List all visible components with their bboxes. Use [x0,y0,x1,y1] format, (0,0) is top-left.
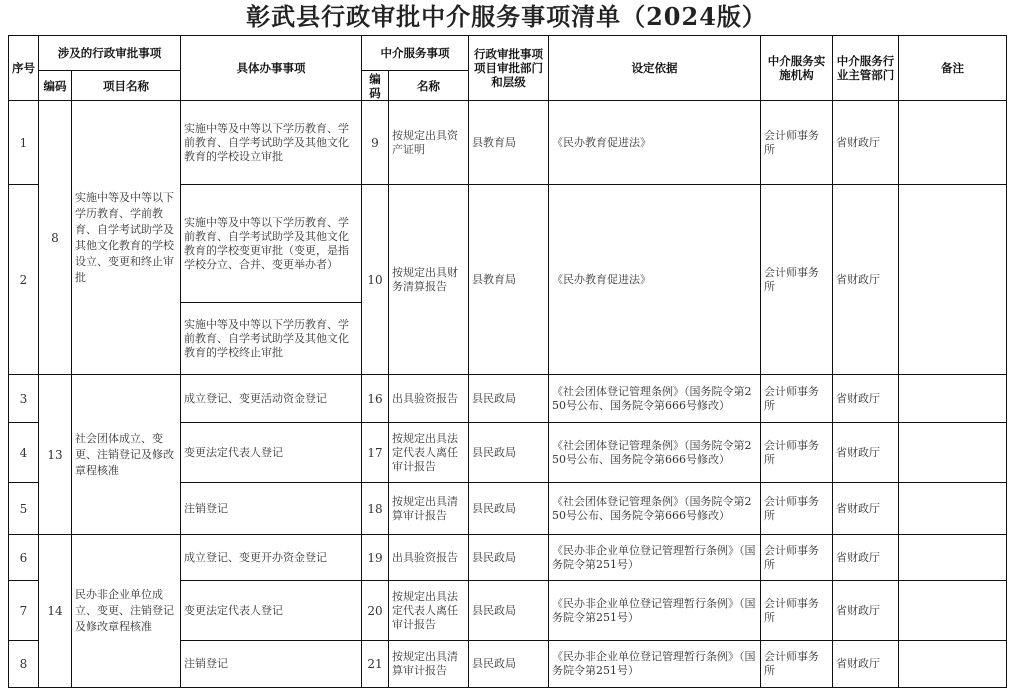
cell-remark [899,101,1007,185]
cell-dept: 县民政局 [469,483,549,535]
cell-seq: 7 [9,581,39,641]
cell-approval-code: 13 [39,375,72,535]
header-dept: 行政审批事项项目审批部门和层级 [469,36,549,101]
cell-dept: 县民政局 [469,535,549,581]
cell-supervisor: 省财政厅 [833,641,899,688]
cell-service-code: 9 [362,101,389,185]
cell-service-name: 出具验资报告 [389,375,469,423]
cell-dept: 县教育局 [469,185,549,375]
cell-seq: 6 [9,535,39,581]
header-supervisor: 中介服务行业主管部门 [833,36,899,101]
cell-remark [899,535,1007,581]
header-basis: 设定依据 [549,36,761,101]
cell-service-code: 20 [362,581,389,641]
cell-service-name: 按规定出具资产证明 [389,101,469,185]
table-row [9,101,1007,185]
cell-seq: 2 [9,185,39,375]
header-agency: 中介服务实施机构 [761,36,833,101]
header-approval-group: 涉及的行政审批事项 [39,36,181,71]
cell-basis: 《民办非企业单位登记管理暂行条例》（国务院令第251号） [549,535,761,581]
service-items-table [8,35,1007,688]
cell-seq: 4 [9,423,39,483]
cell-basis: 《民办教育促进法》 [549,101,761,185]
header-specific: 具体办事事项 [181,36,362,101]
cell-agency: 会计师事务所 [761,483,833,535]
cell-basis: 《社会团体登记管理条例》（国务院令第250号公布、国务院令第666号修改） [549,483,761,535]
header-approval-code: 编码 [39,71,72,101]
cell-service-code: 16 [362,375,389,423]
cell-seq: 3 [9,375,39,423]
cell-dept: 县民政局 [469,375,549,423]
cell-specific: 注销登记 [181,641,362,688]
cell-remark [899,423,1007,483]
cell-specific: 变更法定代表人登记 [181,581,362,641]
cell-approval-name: 实施中等及中等以下学历教育、学前教育、自学考试助学及其他文化教育的学校设立、变更和终止审批 [72,101,181,375]
cell-agency: 会计师事务所 [761,101,833,185]
cell-specific: 实施中等及中等以下学历教育、学前教育、自学考试助学及其他文化教育的学校设立审批 [181,101,362,185]
cell-supervisor: 省财政厅 [833,375,899,423]
cell-specific-termination: 实施中等及中等以下学历教育、学前教育、自学考试助学及其他文化教育的学校终止审批 [181,303,362,375]
cell-service-name: 按规定出具法定代表人离任审计报告 [389,423,469,483]
cell-service-code: 17 [362,423,389,483]
cell-agency: 会计师事务所 [761,375,833,423]
cell-service-name: 按规定出具法定代表人离任审计报告 [389,581,469,641]
cell-specific: 实施中等及中等以下学历教育、学前教育、自学考试助学及其他文化教育的学校变更审批（变更，是指学校分立、合并、变更举办者） [181,185,362,303]
table-row [9,375,1007,423]
cell-supervisor: 省财政厅 [833,185,899,375]
cell-service-name: 按规定出具财务清算报告 [389,185,469,375]
cell-remark [899,641,1007,688]
table-row [9,535,1007,581]
cell-supervisor: 省财政厅 [833,535,899,581]
cell-agency: 会计师事务所 [761,423,833,483]
cell-specific: 成立登记、变更活动资金登记 [181,375,362,423]
header-service-name: 名称 [389,71,469,101]
cell-dept: 县民政局 [469,423,549,483]
cell-seq: 5 [9,483,39,535]
cell-remark [899,375,1007,423]
cell-supervisor: 省财政厅 [833,423,899,483]
cell-basis: 《社会团体登记管理条例》（国务院令第250号公布、国务院令第666号修改） [549,375,761,423]
cell-supervisor: 省财政厅 [833,581,899,641]
cell-dept: 县教育局 [469,101,549,185]
cell-service-code: 18 [362,483,389,535]
cell-remark [899,581,1007,641]
header-remark: 备注 [899,36,1007,101]
cell-approval-name: 民办非企业单位成立、变更、注销登记及修改章程核准 [72,535,181,688]
cell-agency: 会计师事务所 [761,535,833,581]
cell-approval-code: 14 [39,535,72,688]
header-service-group: 中介服务事项 [362,36,469,71]
cell-service-code: 10 [362,185,389,375]
header-approval-name: 项目名称 [72,71,181,101]
cell-supervisor: 省财政厅 [833,483,899,535]
header-service-code: 编码 [362,71,389,101]
cell-basis: 《民办非企业单位登记管理暂行条例》（国务院令第251号） [549,641,761,688]
cell-remark [899,185,1007,375]
cell-specific: 成立登记、变更开办资金登记 [181,535,362,581]
cell-agency: 会计师事务所 [761,641,833,688]
cell-basis: 《民办教育促进法》 [549,185,761,375]
cell-service-code: 19 [362,535,389,581]
cell-seq: 8 [9,641,39,688]
cell-approval-name: 社会团体成立、变更、注销登记及修改章程核准 [72,375,181,535]
cell-specific: 变更法定代表人登记 [181,423,362,483]
cell-service-name: 出具验资报告 [389,535,469,581]
cell-service-name: 按规定出具清算审计报告 [389,641,469,688]
cell-remark [899,483,1007,535]
cell-service-code: 21 [362,641,389,688]
cell-service-name: 按规定出具清算审计报告 [389,483,469,535]
cell-approval-code: 8 [39,101,72,375]
cell-agency: 会计师事务所 [761,581,833,641]
cell-seq: 1 [9,101,39,185]
page-title: 彰武县行政审批中介服务事项清单（2024版） [246,2,767,31]
cell-basis: 《社会团体登记管理条例》（国务院令第250号公布、国务院令第666号修改） [549,423,761,483]
cell-dept: 县民政局 [469,581,549,641]
header-seq: 序号 [9,36,39,101]
cell-dept: 县民政局 [469,641,549,688]
cell-supervisor: 省财政厅 [833,101,899,185]
cell-specific: 注销登记 [181,483,362,535]
cell-basis: 《民办非企业单位登记管理暂行条例》（国务院令第251号） [549,581,761,641]
cell-agency: 会计师事务所 [761,185,833,375]
